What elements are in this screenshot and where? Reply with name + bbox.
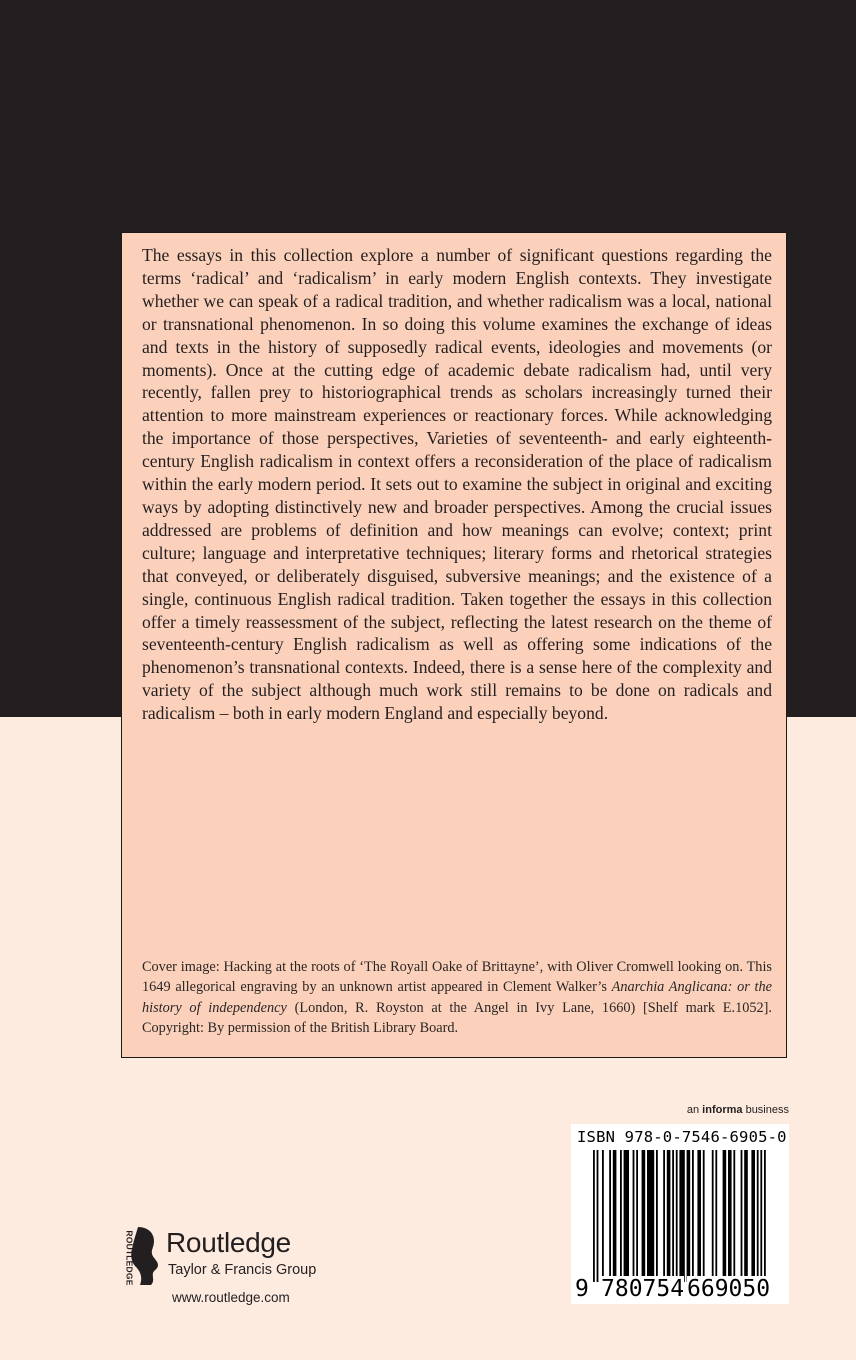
barcode-bar [687, 1150, 691, 1282]
barcode-bar [692, 1150, 694, 1282]
barcode-bar [712, 1150, 714, 1282]
isbn-number: ISBN 978-0-7546-6905-0 [577, 1128, 787, 1146]
barcode-bar [764, 1150, 766, 1282]
barcode-bar [624, 1150, 629, 1282]
informa-business-tagline [687, 1104, 789, 1116]
publisher-logo [118, 1225, 358, 1295]
publisher-group: Taylor & Francis Group [168, 1262, 317, 1278]
publisher-name: Routledge [166, 1227, 291, 1258]
barcode-bar [697, 1150, 701, 1282]
barcode-bar [602, 1150, 604, 1282]
barcode-bar [744, 1150, 748, 1282]
blurb-panel [121, 232, 787, 1058]
barcode-bar [663, 1150, 665, 1282]
barcode-bar [672, 1150, 674, 1282]
barcode-bar [679, 1150, 684, 1282]
barcode-bar [676, 1150, 678, 1282]
blurb-text: The essays in this collection explore a number of significant questions regarding the terms ‘radical’ and ‘radicalism’ in early modern English contexts. They investigate whether we can speak of a radical tradition, and whether radicalism was a local, national or transnational phenomenon. In so doing this volume examines the exchange of ideas and texts in the history of supposedly radical events, ideologies and movements (or moments). Once at the cutting edge of academic debate radicalism had, until very recently, fallen prey to historiographical trends as scholars increasingly turned their attention to more mainstream experiences or reactionary forces. While acknowledging the importance of those perspectives, Varieties of seventeenth- and early eighteenth-century English radicalism in context offers a reconsideration of the place of radicalism within the early modern period. It sets out to examine the subject in original and exciting ways by adopting distinctively new and broader perspectives. Among the crucial issues addressed are problems of definition and how meanings can evolve; context; print culture; language and interpretative techniques; literary forms and rhetorical strategies that conveyed, or deliberately disguised, subversive meanings; and the existence of a single, continuous English radical tradition. Taken together the essays in this collection offer a timely reassessment of the subject, reflecting the latest research on the theme of seventeenth-century English radicalism as well as offering some indications of the phenomenon’s transnational contexts. Indeed, there is a sense here of the complexity and variety of the subject although much work still remains to be done on radicals and radicalism – both in early modern England and especially beyond. [142, 245, 772, 724]
barcode-bar [667, 1150, 671, 1282]
barcode-bar [609, 1150, 611, 1282]
ean-right-group: 669050 [687, 1276, 771, 1302]
caption-italic-title: Anarchia Anglicana: or the history of independency [142, 979, 772, 1016]
ean-first-digit: 9 [575, 1276, 589, 1302]
informa-bold: informa [702, 1104, 743, 1116]
barcode-bar [741, 1150, 743, 1282]
barcode-bar [733, 1150, 735, 1282]
informa-suffix: business [742, 1104, 789, 1116]
informa-prefix: an [686, 1104, 703, 1116]
barcode-bar [597, 1150, 599, 1282]
logo-vertical-text: ROUTLEDGE [124, 1230, 135, 1286]
barcode-bar [620, 1150, 622, 1282]
cover-image-caption [142, 957, 772, 1038]
barcode-bar [633, 1150, 635, 1282]
barcode-bar [715, 1150, 717, 1282]
barcode-bar [723, 1150, 727, 1282]
isbn-barcode [571, 1124, 789, 1304]
barcode-bar [647, 1150, 654, 1282]
barcode-bar [613, 1150, 617, 1282]
caption-text-1: Cover image: Hacking at the roots of ‘The Royall Oake of Brittayne’, with Oliver Cromwell looking on. This 1649 allegorical engraving by an unknown artist appeared in Clement Walker’s [142, 959, 772, 996]
barcode-bar [728, 1150, 732, 1282]
caption-text-2: (London, R. Royston at the Angel in Ivy Lane, 1660) [Shelf mark E.1052]. Copyright: By permission of the British Library Board. [142, 999, 773, 1036]
barcode-bar [593, 1150, 595, 1282]
barcode-bar [703, 1150, 705, 1282]
barcode-bar [760, 1150, 762, 1282]
barcode-bar [751, 1150, 755, 1282]
barcode-bar [642, 1150, 646, 1282]
publisher-url: www.routledge.com [172, 1290, 290, 1305]
ean-left-group: 780754 [601, 1276, 685, 1302]
barcode-bar [757, 1150, 759, 1282]
barcode-bar [656, 1150, 658, 1282]
barcode-bar [636, 1150, 638, 1282]
